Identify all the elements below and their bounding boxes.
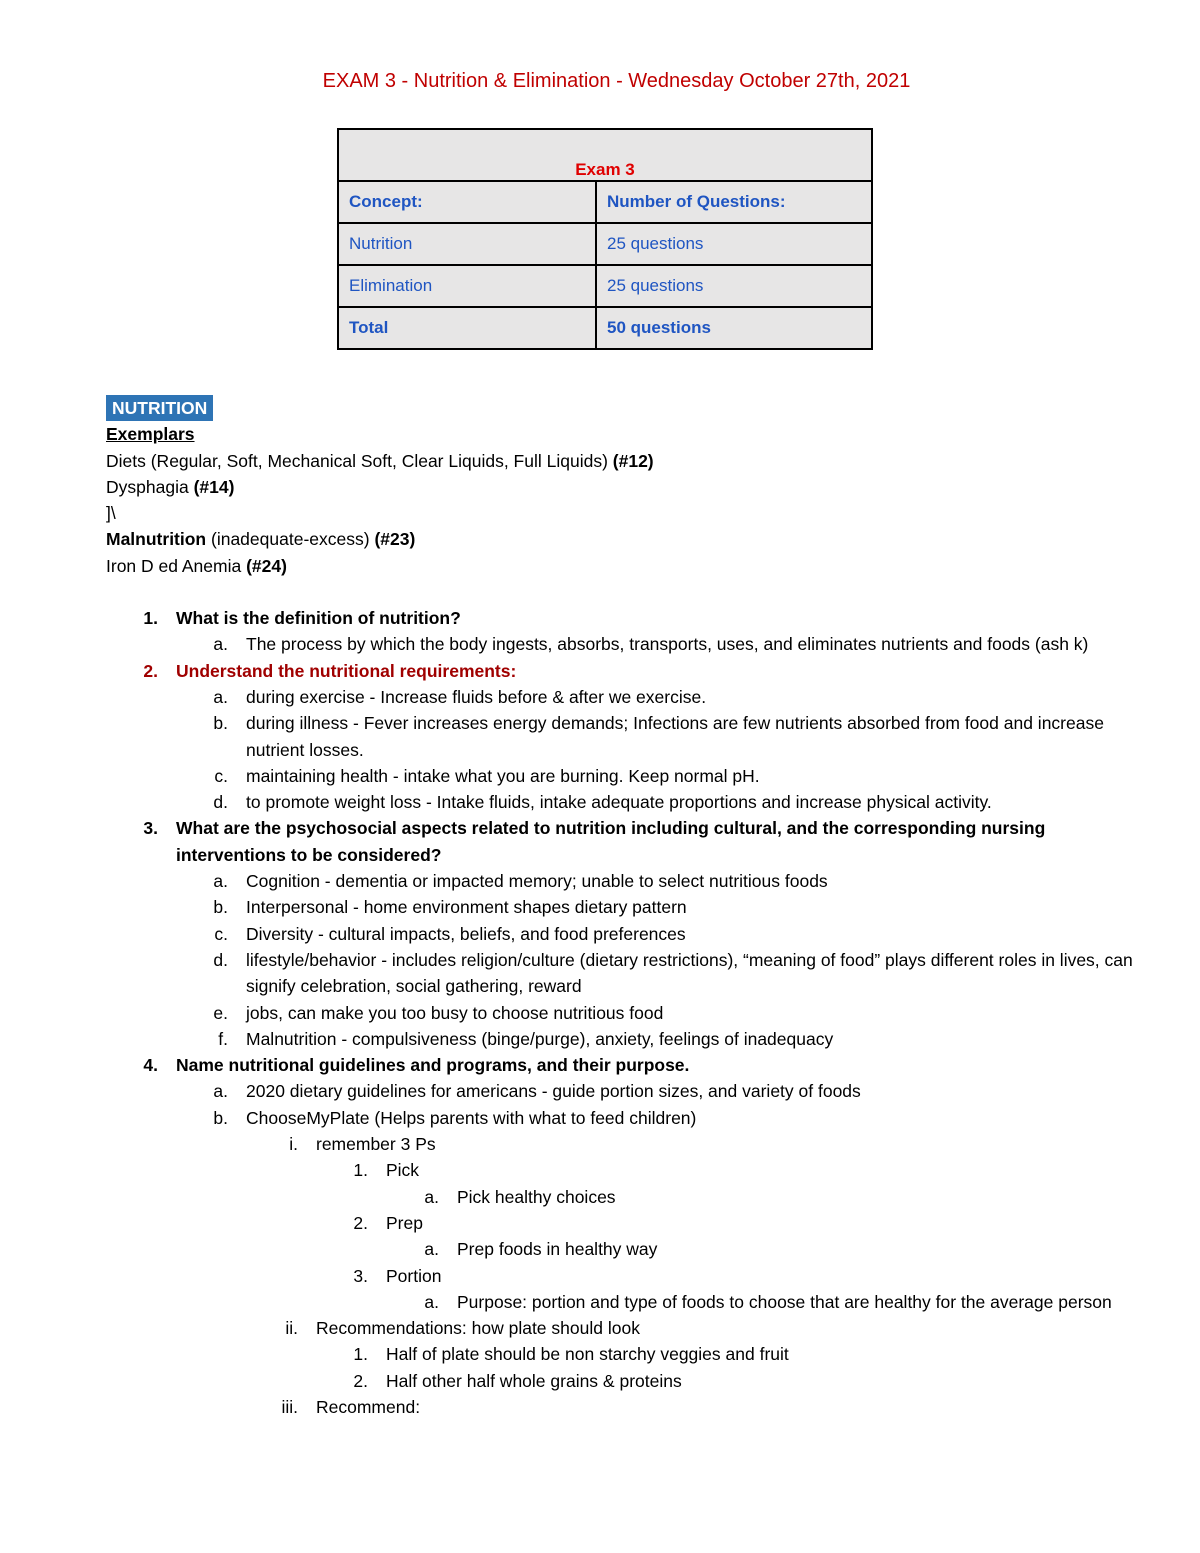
question-3: 3. What are the psychosocial aspects related to nutrition including cultural, and the corresponding nursing interventions to be considered? (143, 818, 1046, 865)
list-item: f. Malnutrition - compulsiveness (binge/purge), anxiety, feelings of inadequacy (218, 1028, 834, 1049)
list-item: a. Prep foods in healthy way (424, 1239, 658, 1260)
list-item: 2. Half other half whole grains & proteins (353, 1370, 682, 1391)
list-item: 1. Pick (353, 1160, 420, 1181)
list-item: e. jobs, can make you too busy to choose nutritious food (213, 1002, 664, 1023)
exemplar-malnutrition: Malnutrition (inadequate-excess) (#23) (106, 529, 416, 550)
exemplar-iron-anemia: Iron D ed Anemia (#24) (106, 555, 287, 576)
stray-text: ]\ (106, 503, 116, 524)
list-item: b. ChooseMyPlate (Helps parents with what to feed children) (213, 1107, 697, 1128)
list-item: a. Purpose: portion and type of foods to choose that are healthy for the average person (424, 1291, 1112, 1312)
table-cell-count: 25 questions (596, 265, 872, 307)
table-total-count: 50 questions (596, 307, 872, 349)
list-item: a. Cognition - dementia or impacted memory; unable to select nutritious foods (213, 871, 828, 892)
list-item: a. The process by which the body ingests, absorbs, transports, uses, and eliminates nutrients and foods (ash k) (213, 634, 1089, 655)
notes-body (106, 395, 1146, 1420)
list-item: d. to promote weight loss - Intake fluids, intake adequate proportions and increase physical activity. (213, 792, 992, 813)
table-cell-count: 25 questions (596, 223, 872, 265)
section-badge: NUTRITION (106, 395, 213, 421)
list-item: b. Interpersonal - home environment shapes dietary pattern (213, 897, 687, 918)
exemplar-dysphagia: Dysphagia (#14) (106, 476, 235, 497)
question-1: 1. What is the definition of nutrition? (143, 608, 461, 629)
question-4: 4. Name nutritional guidelines and programs, and their purpose. (143, 1055, 690, 1076)
table-total-label: Total (338, 307, 596, 349)
list-item: i. remember 3 Ps (289, 1134, 436, 1155)
list-item: b. during illness - Fever increases energy demands; Infections are few nutrients absorbed from food and increase nutrient losses. (213, 713, 1104, 760)
list-item: 2. Prep (353, 1212, 423, 1233)
list-item: 3. Portion (353, 1265, 442, 1286)
list-item: a. Pick healthy choices (424, 1186, 616, 1207)
exam-question-table (337, 128, 873, 350)
list-item: c. maintaining health - intake what you are burning. Keep normal pH. (214, 765, 760, 786)
list-item: ii. Recommendations: how plate should look (285, 1318, 640, 1339)
list-item: a. during exercise - Increase fluids before & after we exercise. (213, 686, 707, 707)
question-2: 2. Understand the nutritional requirements: (143, 660, 517, 681)
list-item: a. 2020 dietary guidelines for americans - guide portion sizes, and variety of foods (213, 1081, 861, 1102)
column-header-concept: Concept: (338, 181, 596, 223)
table-cell-concept: Elimination (338, 265, 596, 307)
list-item: c. Diversity - cultural impacts, beliefs, and food preferences (214, 923, 686, 944)
column-header-questions: Number of Questions: (596, 181, 872, 223)
list-item: d. lifestyle/behavior - includes religion/culture (dietary restrictions), “meaning of food” plays different roles in lives, can signify celebration, social gathering, reward (213, 949, 1133, 997)
list-item: 1. Half of plate should be non starchy veggies and fruit (353, 1344, 789, 1365)
list-item: iii. Recommend: (281, 1396, 421, 1417)
table-heading: Exam 3 (338, 129, 872, 181)
table-cell-concept: Nutrition (338, 223, 596, 265)
document-title: EXAM 3 - Nutrition & Elimination - Wednesday October 27th, 2021 (322, 70, 911, 92)
exemplars-heading: Exemplars (106, 424, 195, 445)
exemplar-diets: Diets (Regular, Soft, Mechanical Soft, Clear Liquids, Full Liquids) (#12) (106, 450, 654, 471)
